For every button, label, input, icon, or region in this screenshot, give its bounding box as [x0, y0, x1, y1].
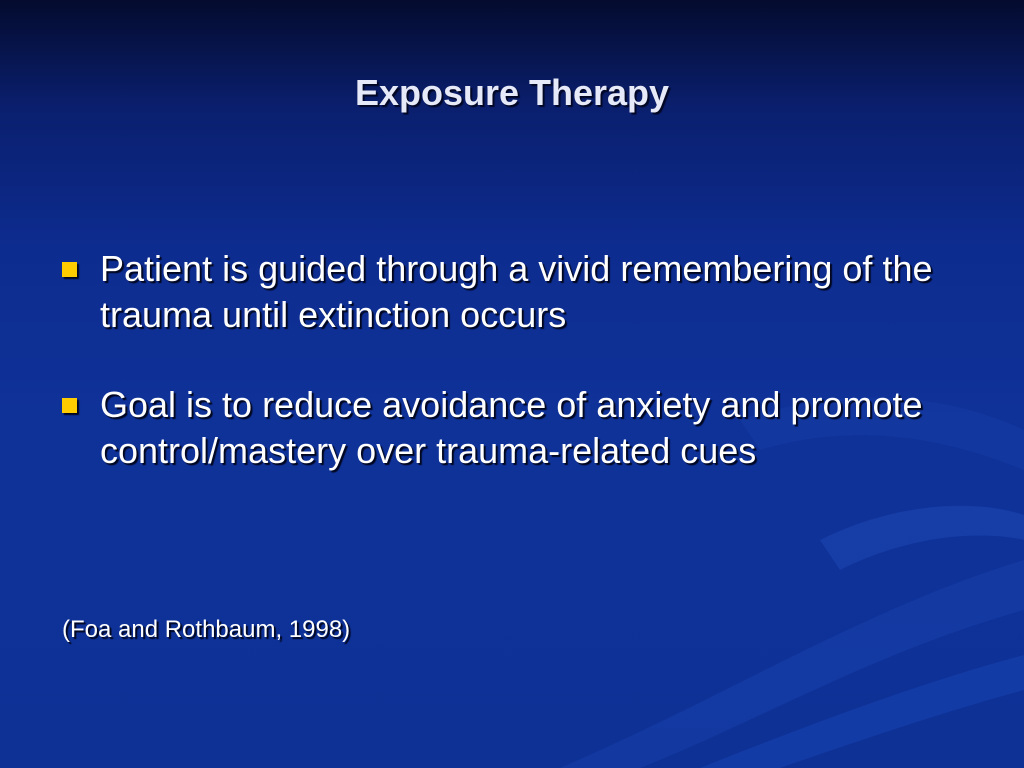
square-bullet-icon	[62, 398, 77, 413]
bullet-item	[62, 382, 982, 474]
bullet-text: Patient is guided through a vivid remembering of the trauma until extinction occurs	[100, 248, 933, 335]
citation: (Foa and Rothbaum, 1998)	[62, 616, 351, 643]
slide-title: Exposure Therapy	[354, 72, 670, 113]
bullet-list	[62, 246, 982, 474]
bullet-text: Goal is to reduce avoidance of anxiety and promote control/mastery over trauma-related cues	[100, 384, 923, 471]
bullet-item	[62, 246, 982, 338]
square-bullet-icon	[62, 262, 77, 277]
